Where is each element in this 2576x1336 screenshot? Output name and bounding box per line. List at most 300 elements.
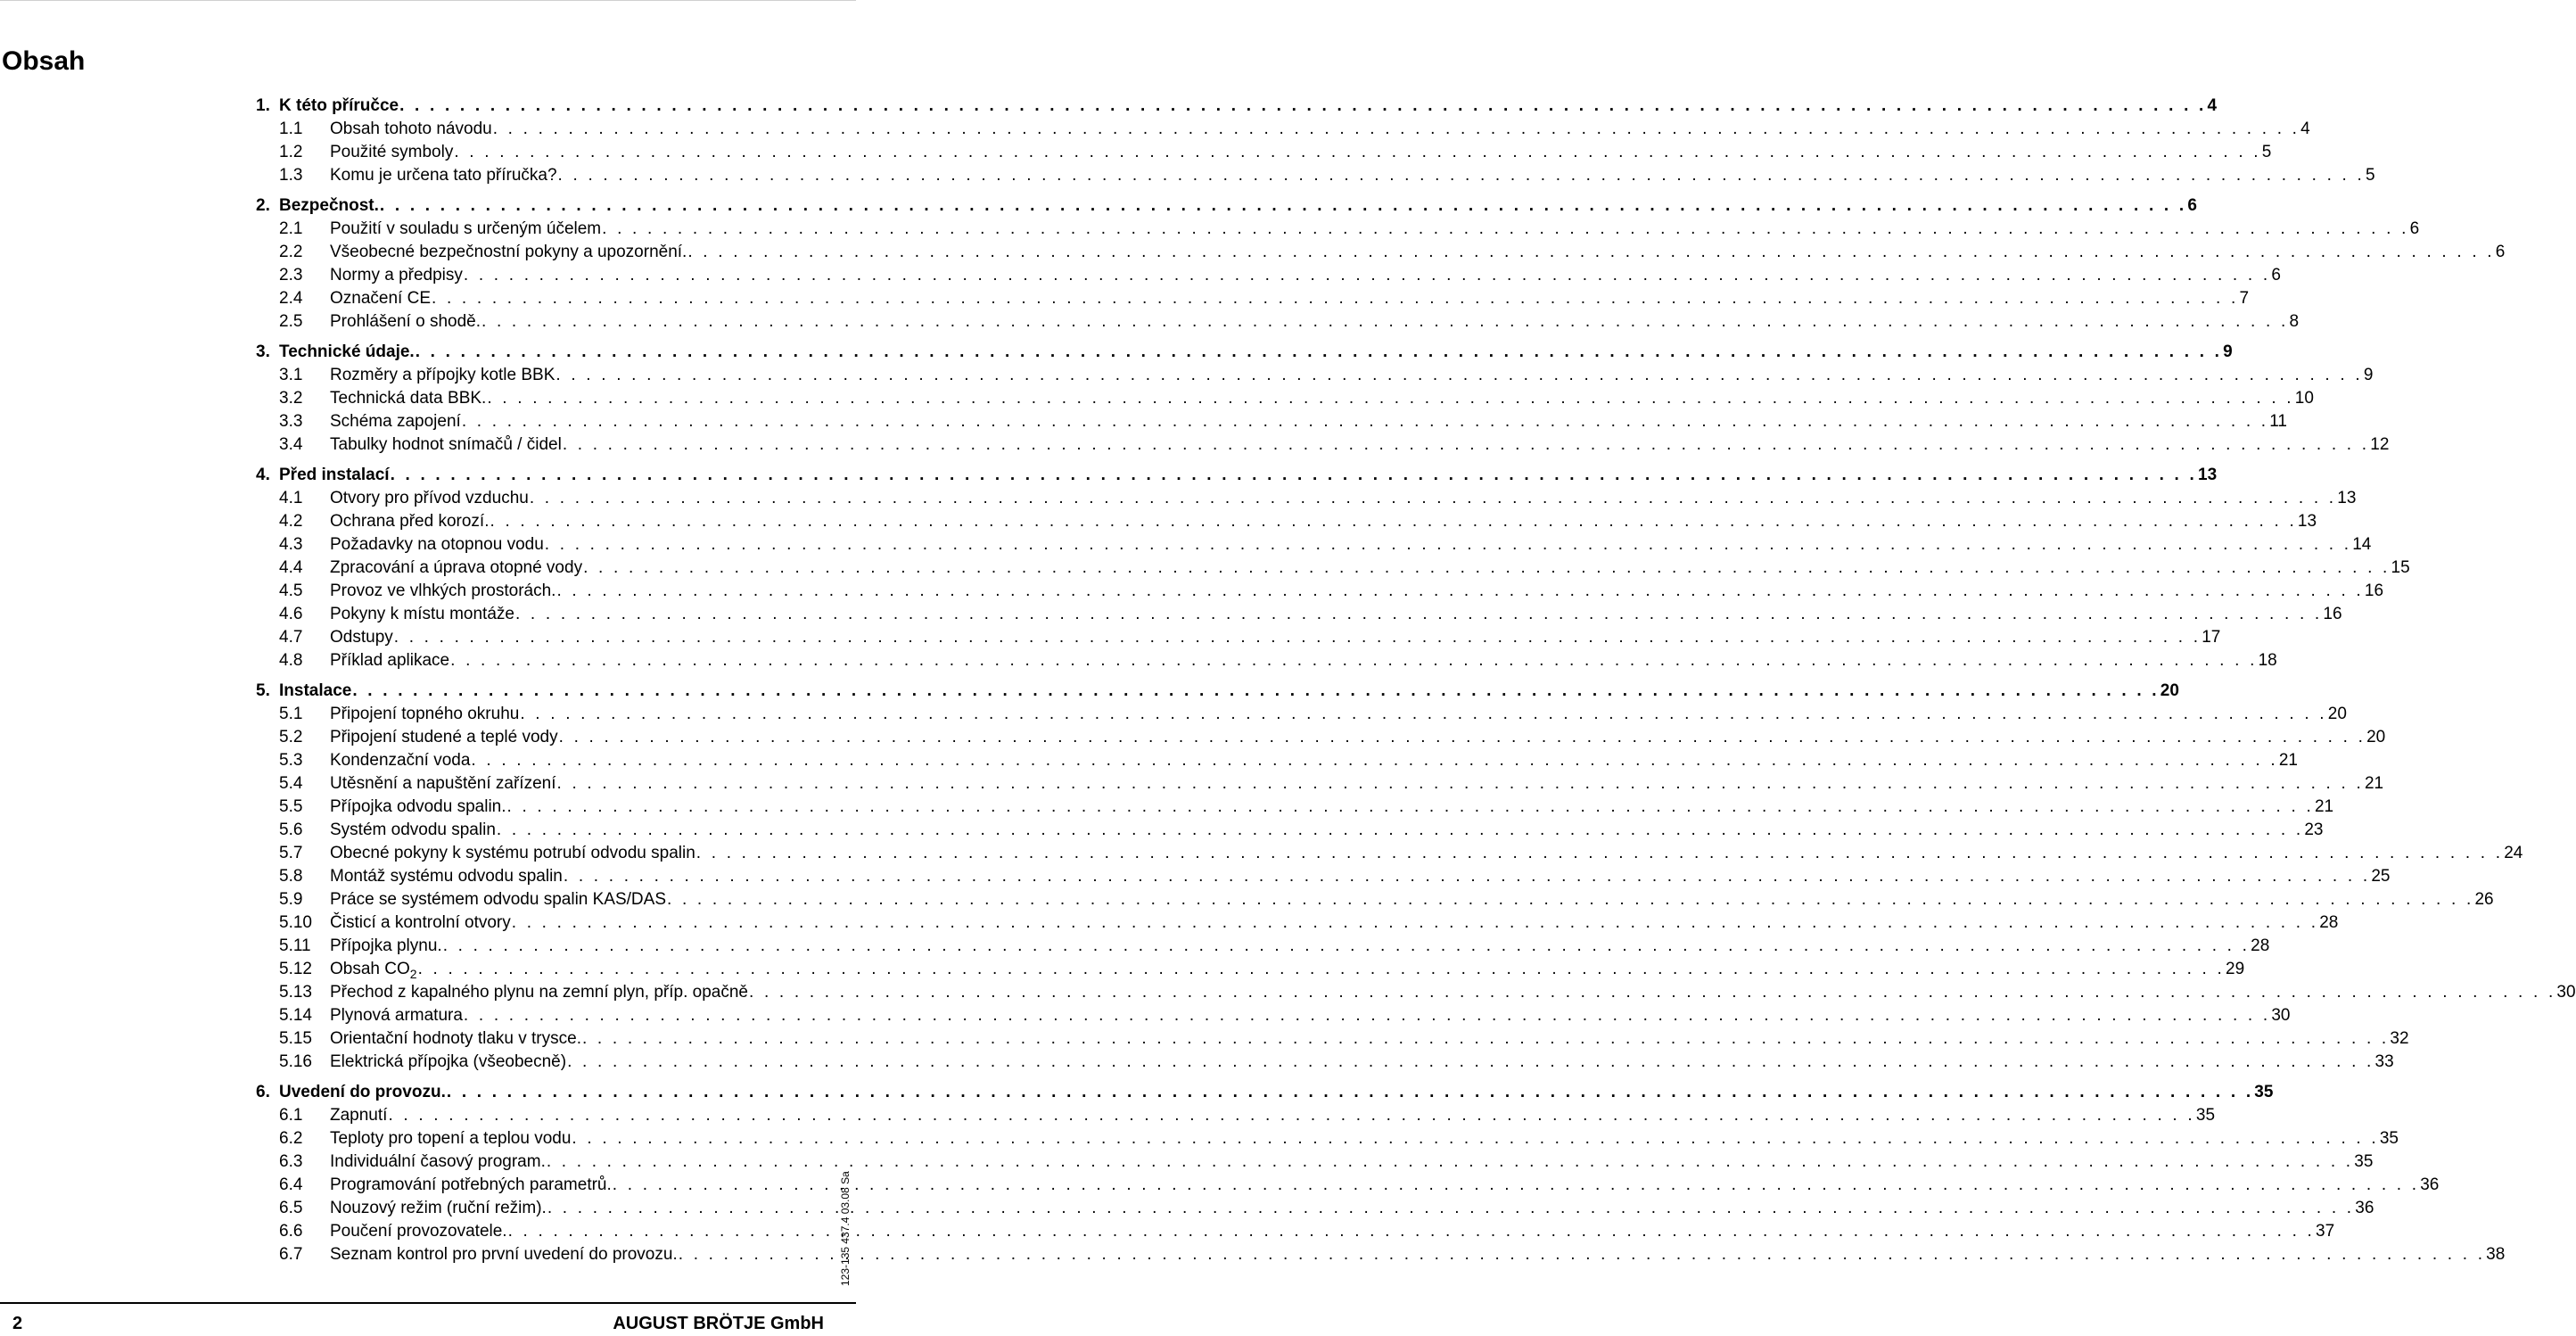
toc-number: 5.12 [279,960,312,978]
toc-page-number: 35 [2354,1152,2374,1171]
toc-title [330,1220,507,1243]
toc-page-number: 17 [2202,628,2221,647]
toc-title [330,1243,678,1266]
toc-page-number: 25 [2371,867,2391,886]
toc-entry[interactable] [256,1220,2335,1243]
toc-title [330,796,506,819]
toc-page-number: 11 [2269,412,2287,431]
toc-entry[interactable] [256,1104,2216,1127]
toc-entry[interactable] [256,510,2317,533]
toc-entry[interactable] [256,911,2339,935]
toc-number: 5.14 [279,1006,312,1025]
toc-title-text: Požadavky na otopnou vodu [330,535,544,554]
toc-entry-line [279,194,2197,218]
toc-chapter [256,341,2390,457]
toc-title [330,842,695,865]
toc-page-number: 21 [2314,797,2334,816]
toc-entry-line [330,1197,2374,1220]
toc-number: 3.2 [279,389,303,408]
dot-leader: . . . . . . . . . . . . . . . . . . . . . . . . . . . . . . . . . . . . . . . . . . . . . . . . . . . . . . . . . . . . . . . . . . . . . . . . . . . . . . . . . . . . . . . . . . . . . . . . . . . . . . . . . . . . . . . . . . . . . . . . [461,412,2269,431]
dot-leader: . . . . . . . . . . . . . . . . . . . . . . . . . . . . . . . . . . . . . . . . . . . . . . . . . . . . . . . . . . . . . . . . . . . . . . . . . . . . . . . . . . . . . . . . . . . . . . . . . . . . . . . . . . . . . . . . . . . . . . . . [547,1199,2355,1217]
toc-entry-line [330,510,2317,533]
toc-entry[interactable] [256,433,2390,457]
toc-entry-line [330,264,2281,287]
toc-entry-line [330,911,2339,935]
toc-entry-line [330,1150,2374,1174]
toc-title [330,1027,581,1051]
toc-title [330,726,558,749]
toc-chapter [256,194,2506,334]
toc-entry-line [330,1004,2291,1027]
toc-entry-line [330,387,2314,410]
toc-number: 6. [256,1083,270,1101]
toc-number: 4.5 [279,581,303,600]
toc-title-text: Přechod z kapalného plynu na zemní plyn, příp. opačně [330,983,748,1002]
dot-leader: . . . . . . . . . . . . . . . . . . . . . . . . . . . . . . . . . . . . . . . . . . . . . . . . . . . . . . . . . . . . . . . . . . . . . . . . . . . . . . . . . . . . . . . . . . . . . . . . . . . . . . . . . . . . . . . . . . . . . . . . [544,535,2352,554]
toc-page-number: 16 [2364,581,2384,600]
toc-number: 4.1 [279,489,303,507]
top-rule [0,0,856,1]
toc-number: 1.1 [279,120,303,138]
toc-entry[interactable] [256,626,2221,649]
toc-number: 5.15 [279,1029,312,1048]
toc-entry[interactable] [256,888,2494,911]
toc-section[interactable] [256,464,2218,487]
toc-entry-line [330,626,2221,649]
toc-title [330,387,486,410]
toc-entry[interactable] [256,1174,2440,1197]
toc-entry-line [279,341,2233,364]
toc-title [330,888,666,911]
toc-title [330,603,514,626]
toc-title [330,749,470,772]
toc-section[interactable] [256,194,2197,218]
toc-title-text: Připojení topného okruhu [330,705,520,723]
toc-entry-line [330,580,2384,603]
dot-leader: . . . . . . . . . . . . . . . . . . . . . . . . . . . . . . . . . . . . . . . . . . . . . . . . . . . . . . . . . . . . . . . . . . . . . . . . . . . . . . . . . . . . . . . . . . . . . . . . . . . . . . . . . . . . . . . . . . . . . . . . [446,1083,2254,1101]
toc-title-text: Komu je určena tato příručka? [330,166,557,185]
toc-title-text: Před instalací [279,466,390,484]
toc-title-text: Normy a předpisy [330,266,463,285]
toc-number: 5.4 [279,774,303,793]
toc-title [330,410,461,433]
toc-entry-line [279,95,2218,118]
toc-title [330,218,601,241]
toc-title-text: Plynová armatura [330,1006,463,1025]
dot-leader: . . . . . . . . . . . . . . . . . . . . . . . . . . . . . . . . . . . . . . . . . . . . . . . . . . . . . . . . . . . . . . . . . . . . . . . . . . . . . . . . . . . . . . . . . . . . . . . . . . . . . . . . . . . . . . . . . . . . . . . . [581,1029,2390,1048]
toc-page-number: 12 [2370,435,2390,454]
toc-entry-line [279,680,2179,703]
toc-title-text: Kondenzační voda [330,751,471,770]
dot-leader: . . . . . . . . . . . . . . . . . . . . . . . . . . . . . . . . . . . . . . . . . . . . . . . . . . . . . . . . . . . . . . . . . . . . . . . . . . . . . . . . . . . . . . . . . . . . . . . . . . . . . . . . . . . . . . . . . . . . . . . . [432,289,2239,308]
toc-entry[interactable] [256,958,2245,981]
dot-leader: . . . . . . . . . . . . . . . . . . . . . . . . . . . . . . . . . . . . . . . . . . . . . . . . . . . . . . . . . . . . . . . . . . . . . . . . . . . . . . . . . . . . . . . . . . . . . . . . . . . . . . . . . . . . . . . . . . . . . . . . [546,1152,2354,1171]
toc-entry-line [279,1081,2274,1104]
dot-leader: . . . . . . . . . . . . . . . . . . . . . . . . . . . . . . . . . . . . . . . . . . . . . . . . . . . . . . . . . . . . . . . . . . . . . . . . . . . . . . . . . . . . . . . . . . . . . . . . . . . . . . . . . . . . . . . . . . . . . . . . [563,867,2371,886]
toc-section[interactable] [256,1081,2274,1104]
toc-title [330,865,563,888]
toc-entry[interactable] [256,364,2374,387]
toc-number: 5.8 [279,867,303,886]
toc-entry-line [330,603,2342,626]
dot-leader: . . . . . . . . . . . . . . . . . . . . . . . . . . . . . . . . . . . . . . . . . . . . . . . . . . . . . . . . . . . . . . . . . . . . . . . . . . . . . . . . . . . . . . . . . . . . . . . . . . . . . . . . . . . . . . . . . . . . . . . . [562,435,2370,454]
toc-title [330,981,748,1004]
dot-leader: . . . . . . . . . . . . . . . . . . . . . . . . . . . . . . . . . . . . . . . . . . . . . . . . . . . . . . . . . . . . . . . . . . . . . . . . . . . . . . . . . . . . . . . . . . . . . . . . . . . . . . . . . . . . . . . . . . . . . . . . [454,143,2261,161]
toc-title [330,580,556,603]
toc-entry-line [330,1174,2440,1197]
toc-title [330,287,431,310]
dot-leader: . . . . . . . . . . . . . . . . . . . . . . . . . . . . . . . . . . . . . . . . . . . . . . . . . . . . . . . . . . . . . . . . . . . . . . . . . . . . . . . . . . . . . . . . . . . . . . . . . . . . . . . . . . . . . . . . . . . . . . . . [463,266,2271,285]
toc-entry-line [330,118,2310,141]
toc-entry[interactable] [256,580,2384,603]
dot-leader: . . . . . . . . . . . . . . . . . . . . . . . . . . . . . . . . . . . . . . . . . . . . . . . . . . . . . . . . . . . . . . . . . . . . . . . . . . . . . . . . . . . . . . . . . . . . . . . . . . . . . . . . . . . . . . . . . . . . . . . . [379,196,2187,215]
toc-entry-line [330,141,2272,164]
toc-page-number: 35 [2195,1106,2216,1125]
toc-entry-line [330,1104,2216,1127]
dot-leader: . . . . . . . . . . . . . . . . . . . . . . . . . . . . . . . . . . . . . . . . . . . . . . . . . . . . . . . . . . . . . . . . . . . . . . . . . . . . . . . . . . . . . . . . . . . . . . . . . . . . . . . . . . . . . . . . . . . . . . . . [388,1106,2195,1125]
toc-chapter [256,95,2375,187]
toc-title-text: Uvedení do provozu. [279,1083,446,1101]
toc-page-number: 29 [2226,960,2245,978]
toc-title-text: Práce se systémem odvodu spalin KAS/DAS [330,890,667,909]
toc-title-text: Rozměry a přípojky kotle BBK [330,366,556,384]
toc-title [279,194,379,218]
toc-title [330,364,555,387]
toc-title [330,264,463,287]
toc-section[interactable] [256,341,2233,364]
document-number: 123-135 437.4 03.08 Sa [839,1171,852,1286]
toc-chapter [256,680,2576,1074]
toc-page-number: 18 [2258,651,2277,670]
toc-title-text: Provoz ve vlhkých prostorách. [330,581,556,600]
dot-leader: . . . . . . . . . . . . . . . . . . . . . . . . . . . . . . . . . . . . . . . . . . . . . . . . . . . . . . . . . . . . . . . . . . . . . . . . . . . . . . . . . . . . . . . . . . . . . . . . . . . . . . . . . . . . . . . . . . . . . . . . [572,1129,2379,1148]
dot-leader: . . . . . . . . . . . . . . . . . . . . . . . . . . . . . . . . . . . . . . . . . . . . . . . . . . . . . . . . . . . . . . . . . . . . . . . . . . . . . . . . . . . . . . . . . . . . . . . . . . . . . . . . . . . . . . . . . . . . . . . . [471,751,2278,770]
toc-entry-line [330,726,2386,749]
toc-entry[interactable] [256,865,2391,888]
toc-page-number: 4 [2300,120,2310,138]
toc-entry[interactable] [256,842,2523,865]
toc-number: 3. [256,342,270,361]
toc-title [330,1127,571,1150]
toc-page-number: 7 [2239,289,2250,308]
toc-entry[interactable] [256,703,2347,726]
dot-leader: . . . . . . . . . . . . . . . . . . . . . . . . . . . . . . . . . . . . . . . . . . . . . . . . . . . . . . . . . . . . . . . . . . . . . . . . . . . . . . . . . . . . . . . . . . . . . . . . . . . . . . . . . . . . . . . . . . . . . . . . [399,96,2207,115]
toc-entry-line [330,749,2298,772]
toc-title [330,935,442,958]
toc-entry[interactable] [256,1127,2399,1150]
toc-title [330,626,393,649]
toc-title-text: Všeobecné bezpečnostní pokyny a upozornění. [330,243,687,261]
toc-entry-line [330,533,2372,557]
toc-entry[interactable] [256,1243,2506,1266]
toc-page-number: 36 [2420,1175,2440,1194]
toc-entry[interactable] [256,1051,2394,1074]
page-number: 2 [12,1314,23,1333]
toc-section[interactable] [256,680,2179,703]
dot-leader: . . . . . . . . . . . . . . . . . . . . . . . . . . . . . . . . . . . . . . . . . . . . . . . . . . . . . . . . . . . . . . . . . . . . . . . . . . . . . . . . . . . . . . . . . . . . . . . . . . . . . . . . . . . . . . . . . . . . . . . . [442,936,2251,955]
toc-number: 4.8 [279,651,303,670]
toc-entry-line [330,649,2277,672]
toc-title [330,1174,612,1197]
toc-title-text: Přípojka odvodu spalin. [330,797,506,816]
toc-number: 5.9 [279,890,303,909]
toc-number: 4. [256,466,270,484]
toc-number: 4.4 [279,558,303,577]
page-title: Obsah [2,46,86,76]
toc-title [330,510,489,533]
toc-title [330,911,511,935]
toc-entry[interactable] [256,935,2270,958]
toc-page-number: 14 [2352,535,2372,554]
toc-entry-line [330,218,2420,241]
toc-title-text: Tabulky hodnot snímačů / čidel [330,435,562,454]
toc-number: 1.3 [279,166,303,185]
toc-entry[interactable] [256,241,2506,264]
dot-leader: . . . . . . . . . . . . . . . . . . . . . . . . . . . . . . . . . . . . . . . . . . . . . . . . . . . . . . . . . . . . . . . . . . . . . . . . . . . . . . . . . . . . . . . . . . . . . . . . . . . . . . . . . . . . . . . . . . . . . . . . [490,512,2297,531]
toc-title [330,819,496,842]
toc-title-text: Instalace [279,681,352,700]
toc-title-text: K této příručce [279,96,399,115]
dot-leader: . . . . . . . . . . . . . . . . . . . . . . . . . . . . . . . . . . . . . . . . . . . . . . . . . . . . . . . . . . . . . . . . . . . . . . . . . . . . . . . . . . . . . . . . . . . . . . . . . . . . . . . . . . . . . . . . . . . . . . . . [487,389,2294,408]
toc-entry-line [330,364,2374,387]
toc-entry[interactable] [256,118,2310,141]
toc-number: 6.2 [279,1129,303,1148]
toc-number: 6.5 [279,1199,303,1217]
toc-page-number: 6 [2495,243,2506,261]
toc-page-number: 20 [2366,728,2386,746]
toc-title [330,141,453,164]
dot-leader: . . . . . . . . . . . . . . . . . . . . . . . . . . . . . . . . . . . . . . . . . . . . . . . . . . . . . . . . . . . . . . . . . . . . . . . . . . . . . . . . . . . . . . . . . . . . . . . . . . . . . . . . . . . . . . . . . . . . . . . . [583,558,2391,577]
toc-number: 2. [256,196,270,215]
toc-number: 4.3 [279,535,303,554]
toc-chapter [256,464,2410,672]
toc-title-text: Montáž systému odvodu spalin [330,867,563,886]
dot-leader: . . . . . . . . . . . . . . . . . . . . . . . . . . . . . . . . . . . . . . . . . . . . . . . . . . . . . . . . . . . . . . . . . . . . . . . . . . . . . . . . . . . . . . . . . . . . . . . . . . . . . . . . . . . . . . . . . . . . . . . . [520,705,2327,723]
toc-title [279,680,351,703]
dot-leader: . . . . . . . . . . . . . . . . . . . . . . . . . . . . . . . . . . . . . . . . . . . . . . . . . . . . . . . . . . . . . . . . . . . . . . . . . . . . . . . . . . . . . . . . . . . . . . . . . . . . . . . . . . . . . . . . . . . . . . . . [557,166,2365,185]
toc-entry-line [330,287,2250,310]
toc-entry[interactable] [256,1004,2291,1027]
toc-title-text: Přípojka plynu. [330,936,442,955]
toc-title [279,95,399,118]
company-name: AUGUST BRÖTJE GmbH [613,1314,824,1333]
toc-entry[interactable] [256,603,2342,626]
toc-number: 6.1 [279,1106,303,1125]
toc-number: 4.6 [279,605,303,623]
toc-entry[interactable] [256,749,2298,772]
toc-title-text: Obsah tohoto návodu [330,120,492,138]
dot-leader: . . . . . . . . . . . . . . . . . . . . . . . . . . . . . . . . . . . . . . . . . . . . . . . . . . . . . . . . . . . . . . . . . . . . . . . . . . . . . . . . . . . . . . . . . . . . . . . . . . . . . . . . . . . . . . . . . . . . . . . . [556,366,2363,384]
dot-leader: . . . . . . . . . . . . . . . . . . . . . . . . . . . . . . . . . . . . . . . . . . . . . . . . . . . . . . . . . . . . . . . . . . . . . . . . . . . . . . . . . . . . . . . . . . . . . . . . . . . . . . . . . . . . . . . . . . . . . . . . [514,605,2323,623]
toc-entry[interactable] [256,772,2384,796]
toc-number: 4.7 [279,628,303,647]
toc-entry-line [330,557,2410,580]
toc-entry[interactable] [256,387,2314,410]
toc-page-number: 37 [2316,1222,2335,1241]
toc-title-text: Příklad aplikace [330,651,450,670]
toc-entry-line [330,241,2506,264]
toc-page-number: 9 [2363,366,2374,384]
toc-title [330,164,557,187]
toc-title [330,487,529,510]
toc-title-text: Otvory pro přívod vzduchu [330,489,529,507]
toc-page-number: 28 [2319,913,2339,932]
dot-leader: . . . . . . . . . . . . . . . . . . . . . . . . . . . . . . . . . . . . . . . . . . . . . . . . . . . . . . . . . . . . . . . . . . . . . . . . . . . . . . . . . . . . . . . . . . . . . . . . . . . . . . . . . . . . . . . . . . . . . . . . [695,844,2504,862]
toc-title [330,557,582,580]
toc-entry-line [330,819,2324,842]
toc-title-text: Seznam kontrol pro první uvedení do provozu. [330,1245,678,1264]
toc-page-number: 6 [2271,266,2281,285]
toc-entry[interactable] [256,1150,2374,1174]
toc-entry[interactable] [256,218,2420,241]
toc-page-number: 13 [2337,489,2357,507]
toc-title-subscript: 2 [409,966,417,981]
toc-number: 2.3 [279,266,303,285]
dot-leader: . . . . . . . . . . . . . . . . . . . . . . . . . . . . . . . . . . . . . . . . . . . . . . . . . . . . . . . . . . . . . . . . . . . . . . . . . . . . . . . . . . . . . . . . . . . . . . . . . . . . . . . . . . . . . . . . . . . . . . . . [529,489,2337,507]
dot-leader: . . . . . . . . . . . . . . . . . . . . . . . . . . . . . . . . . . . . . . . . . . . . . . . . . . . . . . . . . . . . . . . . . . . . . . . . . . . . . . . . . . . . . . . . . . . . . . . . . . . . . . . . . . . . . . . . . . . . . . . . [417,960,2225,978]
toc-number: 5.1 [279,705,303,723]
toc-title [330,1004,463,1027]
toc-page-number: 30 [2271,1006,2291,1025]
toc-entry-line [330,310,2300,334]
toc-entry-line [330,164,2375,187]
dot-leader: . . . . . . . . . . . . . . . . . . . . . . . . . . . . . . . . . . . . . . . . . . . . . . . . . . . . . . . . . . . . . . . . . . . . . . . . . . . . . . . . . . . . . . . . . . . . . . . . . . . . . . . . . . . . . . . . . . . . . . . . [567,1052,2374,1071]
toc-entry[interactable] [256,264,2281,287]
toc-entry[interactable] [256,796,2334,819]
toc-title-text: Použití v souladu s určeným účelem [330,219,602,238]
toc-title [330,649,449,672]
dot-leader: . . . . . . . . . . . . . . . . . . . . . . . . . . . . . . . . . . . . . . . . . . . . . . . . . . . . . . . . . . . . . . . . . . . . . . . . . . . . . . . . . . . . . . . . . . . . . . . . . . . . . . . . . . . . . . . . . . . . . . . . [556,774,2364,793]
dot-leader: . . . . . . . . . . . . . . . . . . . . . . . . . . . . . . . . . . . . . . . . . . . . . . . . . . . . . . . . . . . . . . . . . . . . . . . . . . . . . . . . . . . . . . . . . . . . . . . . . . . . . . . . . . . . . . . . . . . . . . . . [390,466,2197,484]
toc-entry[interactable] [256,310,2300,334]
toc-entry[interactable] [256,164,2375,187]
toc-entry-line [330,842,2523,865]
toc-title-text: Systém odvodu spalin [330,821,496,839]
footer-rule [0,1302,856,1304]
toc-page-number: 13 [2297,512,2317,531]
toc-number: 1.2 [279,143,303,161]
toc-title-text: Zapnutí [330,1106,388,1125]
toc-entry[interactable] [256,1027,2409,1051]
toc-entry-line [330,981,2576,1004]
dot-leader: . . . . . . . . . . . . . . . . . . . . . . . . . . . . . . . . . . . . . . . . . . . . . . . . . . . . . . . . . . . . . . . . . . . . . . . . . . . . . . . . . . . . . . . . . . . . . . . . . . . . . . . . . . . . . . . . . . . . . . . . [602,219,2409,238]
toc-title-text: Technická data BBK. [330,389,487,408]
toc-page-number: 38 [2486,1245,2506,1264]
toc-title-text: Utěsnění a napuštění zařízení [330,774,556,793]
toc-entry-line [330,1243,2506,1266]
toc-entry-line [330,772,2384,796]
toc-title-text: Poučení provozovatele. [330,1222,507,1241]
toc-entry-line [330,796,2334,819]
dot-leader: . . . . . . . . . . . . . . . . . . . . . . . . . . . . . . . . . . . . . . . . . . . . . . . . . . . . . . . . . . . . . . . . . . . . . . . . . . . . . . . . . . . . . . . . . . . . . . . . . . . . . . . . . . . . . . . . . . . . . . . . [511,913,2319,932]
dot-leader: . . . . . . . . . . . . . . . . . . . . . . . . . . . . . . . . . . . . . . . . . . . . . . . . . . . . . . . . . . . . . . . . . . . . . . . . . . . . . . . . . . . . . . . . . . . . . . . . . . . . . . . . . . . . . . . . . . . . . . . . [687,243,2495,261]
toc-page-number: 21 [2278,751,2298,770]
toc-entry-line [330,865,2391,888]
toc-number: 5.2 [279,728,303,746]
toc-title-text: Technické údaje. [279,342,415,361]
toc-page-number: 4 [2207,96,2218,115]
toc-page-number: 24 [2504,844,2523,862]
dot-leader: . . . . . . . . . . . . . . . . . . . . . . . . . . . . . . . . . . . . . . . . . . . . . . . . . . . . . . . . . . . . . . . . . . . . . . . . . . . . . . . . . . . . . . . . . . . . . . . . . . . . . . . . . . . . . . . . . . . . . . . . [352,681,2160,700]
toc-entry[interactable] [256,726,2386,749]
toc-number: 2.5 [279,312,303,331]
toc-title [330,703,519,726]
toc-title-text: Orientační hodnoty tlaku v trysce. [330,1029,581,1048]
toc-number: 6.4 [279,1175,303,1194]
toc-number: 3.4 [279,435,303,454]
toc-title-text: Obsah CO [330,960,410,978]
toc-title-text: Obecné pokyny k systému potrubí odvodu spalin [330,844,695,862]
toc-entry[interactable] [256,819,2324,842]
toc-entry[interactable] [256,1197,2374,1220]
toc-title [330,533,544,557]
toc-page-number: 10 [2294,389,2314,408]
toc-title-text: Ochrana před korozí. [330,512,490,531]
dot-leader: . . . . . . . . . . . . . . . . . . . . . . . . . . . . . . . . . . . . . . . . . . . . . . . . . . . . . . . . . . . . . . . . . . . . . . . . . . . . . . . . . . . . . . . . . . . . . . . . . . . . . . . . . . . . . . . . . . . . . . . . [415,342,2223,361]
toc-entry[interactable] [256,649,2277,672]
toc-number: 5.11 [279,936,311,955]
toc-title-text: Teploty pro topení a teplou vodu [330,1129,572,1148]
toc-entry-line [330,703,2347,726]
toc-number: 5.16 [279,1052,312,1071]
toc-title [279,1081,446,1104]
toc-page-number: 6 [2187,196,2197,215]
toc-entry[interactable] [256,557,2410,580]
toc-title [330,118,492,141]
toc-title [330,1197,547,1220]
toc-number: 5.7 [279,844,303,862]
toc-title-text: Individuální časový program. [330,1152,546,1171]
toc-title-text: Odstupy [330,628,393,647]
toc-title-text: Připojení studené a teplé vody [330,728,558,746]
toc-entry-line [330,433,2390,457]
toc-entry-line [330,935,2270,958]
toc-entry[interactable] [256,533,2372,557]
toc-page-number: 6 [2409,219,2420,238]
toc-entry-line [330,487,2357,510]
dot-leader: . . . . . . . . . . . . . . . . . . . . . . . . . . . . . . . . . . . . . . . . . . . . . . . . . . . . . . . . . . . . . . . . . . . . . . . . . . . . . . . . . . . . . . . . . . . . . . . . . . . . . . . . . . . . . . . . . . . . . . . . [481,312,2289,331]
toc-page-number: 35 [2379,1129,2399,1148]
toc-entry[interactable] [256,487,2357,510]
toc-title [330,310,481,334]
toc-entry[interactable] [256,141,2272,164]
dot-leader: . . . . . . . . . . . . . . . . . . . . . . . . . . . . . . . . . . . . . . . . . . . . . . . . . . . . . . . . . . . . . . . . . . . . . . . . . . . . . . . . . . . . . . . . . . . . . . . . . . . . . . . . . . . . . . . . . . . . . . . . [506,797,2314,816]
toc-entry-line [330,410,2287,433]
toc-number: 6.6 [279,1222,303,1241]
toc-entry-line [279,464,2218,487]
toc-entry[interactable] [256,981,2576,1004]
toc-number: 2.1 [279,219,303,238]
toc-number: 4.2 [279,512,303,531]
toc-entry[interactable] [256,410,2287,433]
toc-entry[interactable] [256,287,2250,310]
toc-title-text: Schéma zapojení [330,412,461,431]
toc-section[interactable] [256,95,2218,118]
toc-number: 1. [256,96,270,115]
dot-leader: . . . . . . . . . . . . . . . . . . . . . . . . . . . . . . . . . . . . . . . . . . . . . . . . . . . . . . . . . . . . . . . . . . . . . . . . . . . . . . . . . . . . . . . . . . . . . . . . . . . . . . . . . . . . . . . . . . . . . . . . [393,628,2202,647]
toc-title-text: Bezpečnost. [279,196,379,215]
toc-page-number: 35 [2254,1083,2274,1101]
toc-title [330,433,562,457]
toc-number: 5. [256,681,270,700]
toc-page-number: 30 [2556,983,2576,1002]
toc-page-number: 5 [2261,143,2272,161]
toc-number: 6.3 [279,1152,303,1171]
toc-title-text: Čisticí a kontrolní otvory [330,913,511,932]
toc-title-text: Elektrická přípojka (všeobecně) [330,1052,567,1071]
toc-page-number: 20 [2160,681,2179,700]
toc-title [330,1150,546,1174]
